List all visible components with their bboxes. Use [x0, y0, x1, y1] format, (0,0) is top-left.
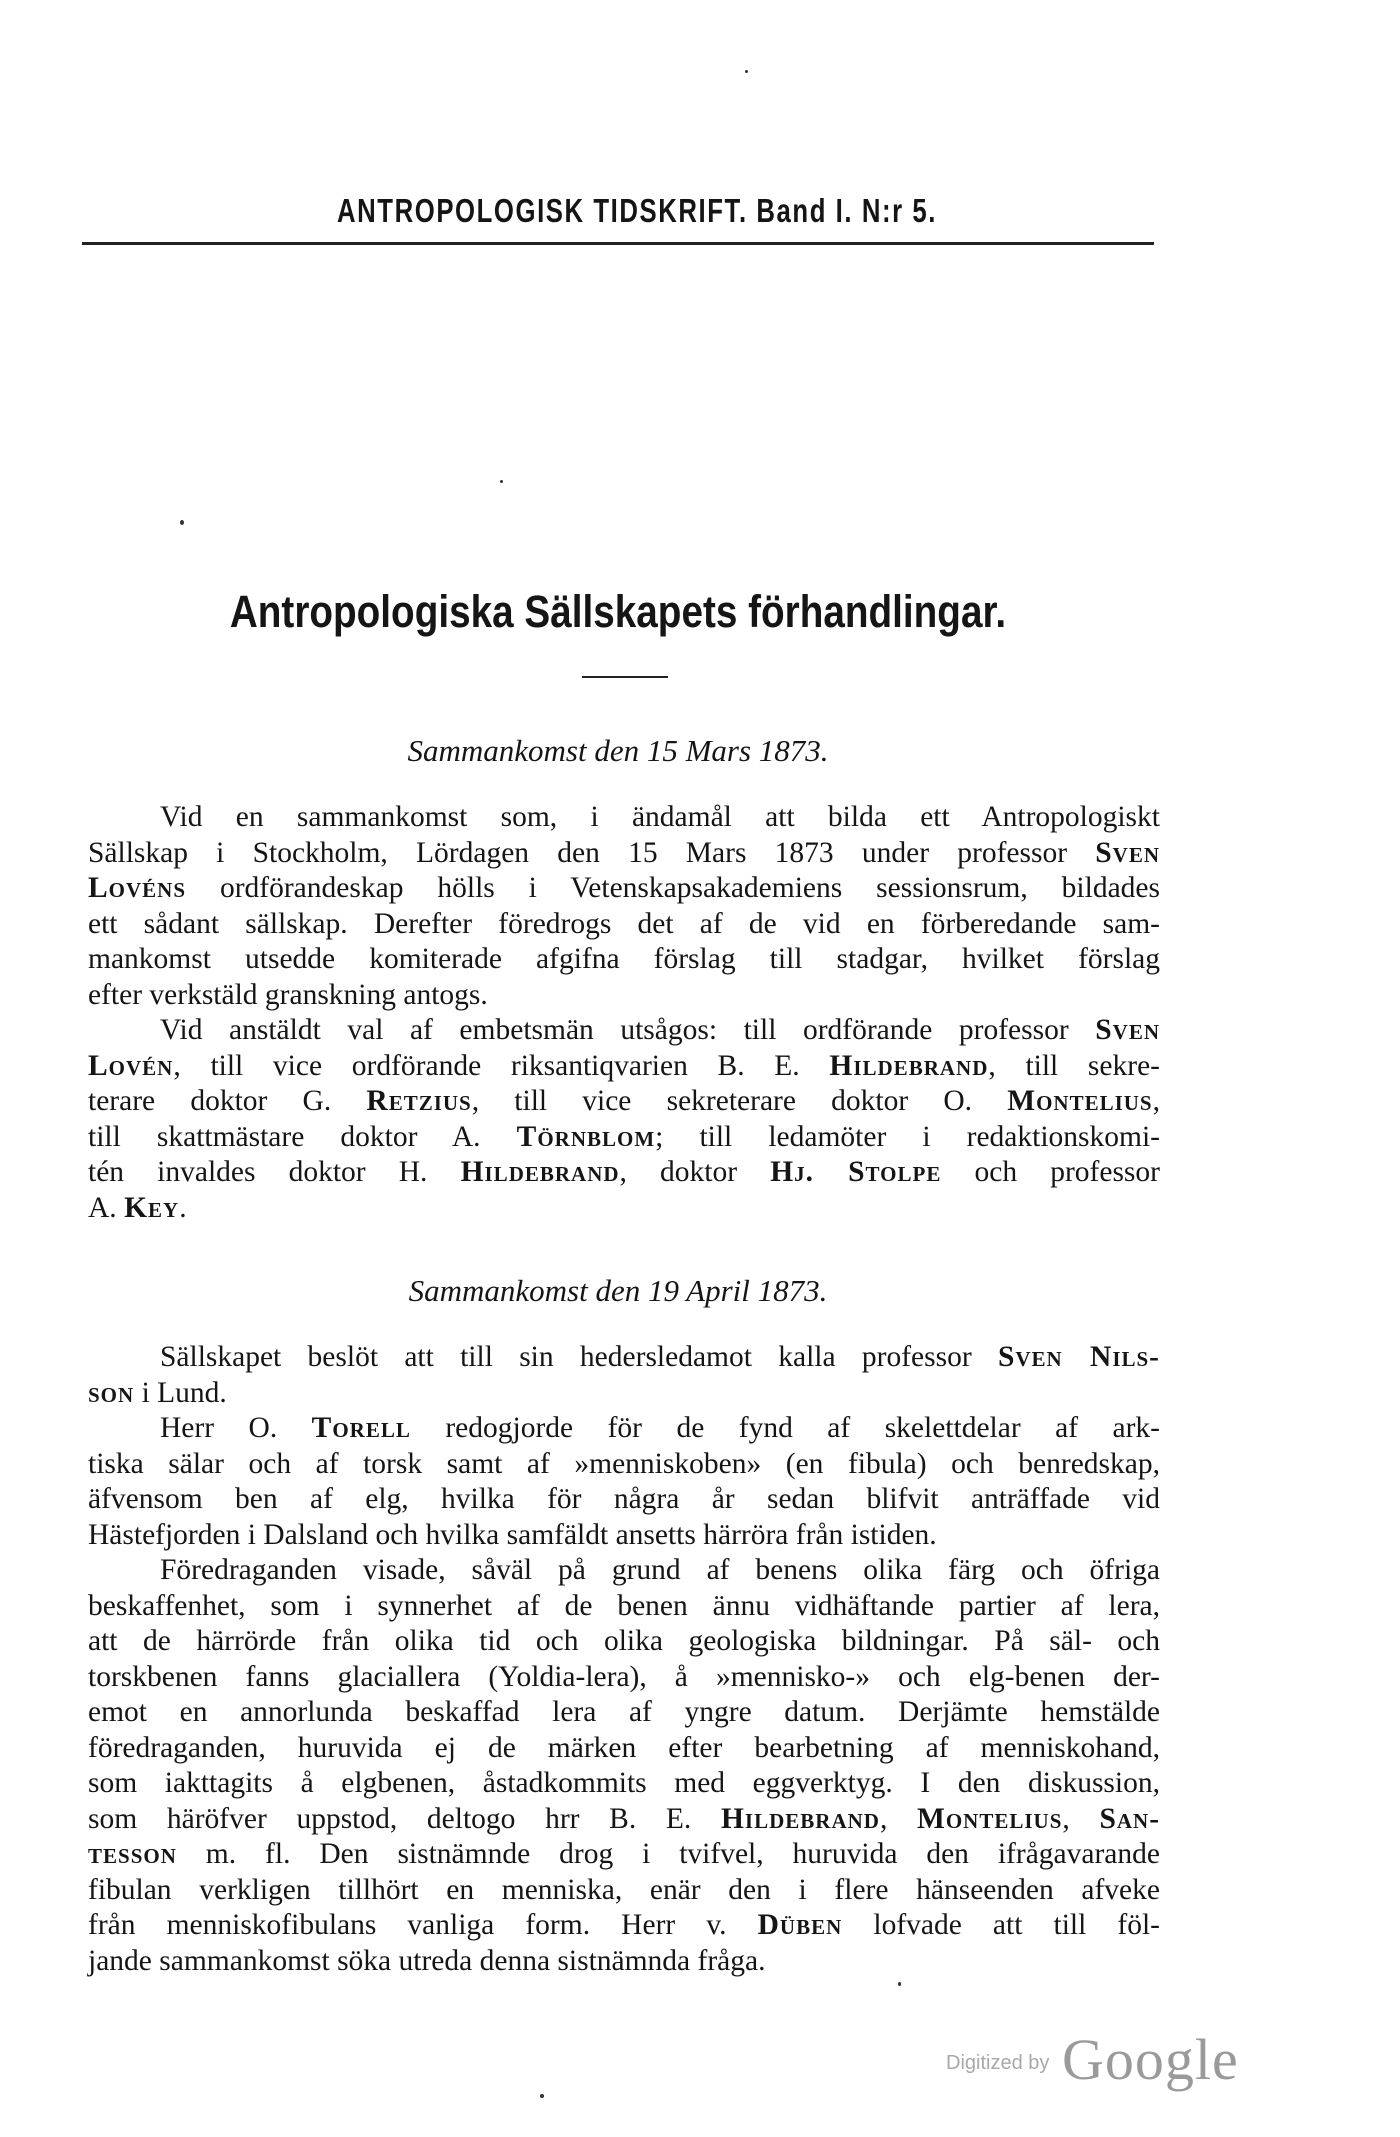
text-line	[88, 871, 1160, 907]
person-name: Sven	[1095, 1014, 1160, 1046]
text-line	[88, 1411, 1160, 1447]
text-segment: Herr O.	[160, 1412, 312, 1444]
text-line	[88, 1447, 1160, 1483]
person-name: Torell	[311, 1412, 411, 1444]
running-head: ANTROPOLOGISK TIDSKRIFT. Band I. N:r 5.	[337, 192, 937, 229]
text-segment: som iakttagits å elgbenen, åstadkommits med eggverktyg. I den diskussion,	[88, 1767, 1160, 1799]
text-segment: ,	[879, 1802, 917, 1835]
text-segment: ,	[1152, 1085, 1160, 1117]
text-line	[88, 1944, 1160, 1980]
text-segment: emot en annorlunda beskaffad lera af yngre datum. Derjämte hemstälde	[88, 1696, 1160, 1728]
print-speck	[540, 2094, 544, 2098]
person-name: Key	[124, 1191, 180, 1224]
person-name: Lovéns	[88, 872, 187, 904]
text-segment: tén invaldes doktor H.	[88, 1156, 461, 1188]
meeting-heading-2: Sammankomst den 19 April 1873.	[408, 1273, 828, 1308]
text-segment: att de härrörde från olika tid och olika geologiska bildningar. På säl- och	[88, 1625, 1160, 1657]
text-line	[88, 836, 1160, 872]
google-logo: Google	[1062, 2027, 1239, 2092]
text-line	[88, 1482, 1160, 1518]
text-line	[88, 1376, 1160, 1412]
meeting-heading-1: Sammankomst den 15 Mars 1873.	[407, 733, 829, 768]
person-name: Hj. Stolpe	[770, 1156, 942, 1188]
person-name: Hildebrand	[720, 1802, 880, 1835]
text-line	[88, 978, 1160, 1014]
text-line	[88, 800, 1160, 836]
person-name: Retzius	[366, 1085, 472, 1117]
page-title: Antropologiska Sällskapets förhandlingar.	[229, 586, 1007, 637]
print-speck	[500, 480, 503, 483]
text-line	[88, 1013, 1160, 1049]
person-name: Sven Nils-	[997, 1341, 1161, 1373]
person-name: tesson	[88, 1838, 177, 1870]
text-segment: i Lund.	[134, 1376, 227, 1409]
text-segment: Hästefjorden i Dalsland och hvilka samfäldt ansetts härröra från istiden.	[88, 1518, 937, 1551]
text-line	[88, 1660, 1160, 1696]
text-line	[88, 1624, 1160, 1660]
text-segment: torskbenen fanns glaciallera (Yoldia-lera), å »mennisko-» och elg-benen der-	[88, 1660, 1160, 1693]
text-segment: jande sammankomst söka utreda denna sistnämnda fråga.	[88, 1944, 766, 1977]
text-segment: Vid anstäldt val af embetsmän utsågos: till ordförande professor	[160, 1014, 1096, 1046]
text-segment: och professor	[941, 1156, 1160, 1188]
text-segment: m. fl. Den sistnämnde drog i tvifvel, huruvida den ifrågavarande	[176, 1838, 1160, 1870]
text-line	[88, 907, 1160, 943]
text-line	[88, 1340, 1160, 1376]
text-line	[88, 1553, 1160, 1589]
text-segment: till skattmästare doktor A.	[88, 1120, 517, 1153]
meeting-2-text	[88, 1340, 1160, 1979]
text-line	[88, 1518, 1160, 1554]
text-line	[88, 1837, 1160, 1873]
text-segment: beskaffenhet, som i synnerhet af de benen ännu vidhäftande partier af lera,	[88, 1589, 1160, 1622]
text-segment: Föredraganden visade, såväl på grund af benens olika färg och öfriga	[160, 1554, 1160, 1586]
text-segment: lofvade att till föl-	[842, 1909, 1160, 1941]
text-segment: Sällskap i Stockholm, Lördagen den 15 Mars 1873 under professor	[88, 836, 1096, 869]
text-segment: ,	[1062, 1802, 1100, 1835]
print-speck	[898, 1982, 901, 1986]
text-line	[88, 1766, 1160, 1802]
title-rule	[582, 676, 668, 678]
person-name: San-	[1099, 1802, 1161, 1835]
person-name: Lovén	[88, 1049, 174, 1082]
text-segment: mankomst utsedde komiterade afgifna förslag till stadgar, hvilket förslag	[88, 943, 1160, 975]
text-segment: .	[179, 1191, 187, 1224]
text-segment: från menniskofibulans vanliga form. Herr v.	[88, 1909, 758, 1941]
text-segment: som häröfver uppstod, deltogo hrr B. E.	[88, 1802, 721, 1835]
person-name: Sven	[1095, 836, 1160, 869]
header-rule	[82, 242, 1154, 245]
text-segment: redogjorde för de fynd af skelettdelar af ark-	[410, 1412, 1160, 1444]
text-line	[88, 1155, 1160, 1191]
text-segment: fibulan verkligen tillhört en menniska, enär den i flere hänseenden afveke	[88, 1873, 1160, 1906]
text-line	[88, 1191, 1160, 1227]
text-segment: ett sådant sällskap. Derefter föredrogs det af de vid en förberedande sam-	[88, 907, 1160, 940]
text-segment: Vid en sammankomst som, i ändamål att bilda ett Antropologiskt	[160, 801, 1160, 833]
text-line	[88, 1589, 1160, 1625]
text-line	[88, 1084, 1160, 1120]
meeting-1-text	[88, 800, 1160, 1226]
text-line	[88, 942, 1160, 978]
text-segment: ordförandeskap hölls i Vetenskapsakademiens sessionsrum, bildades	[186, 872, 1160, 904]
text-segment: , till sekre-	[988, 1049, 1160, 1082]
text-line	[88, 1802, 1160, 1838]
text-segment: ; till ledamöter i redaktionskomi-	[655, 1120, 1160, 1153]
text-segment: efter verkstäld granskning antogs.	[88, 978, 488, 1011]
text-segment: föredraganden, huruvida ej de märken efter bearbetning af menniskohand,	[88, 1731, 1160, 1764]
text-line	[88, 1873, 1160, 1909]
text-line	[88, 1049, 1160, 1085]
person-name: Montelius	[917, 1802, 1063, 1835]
print-speck	[180, 520, 184, 525]
text-segment: , doktor	[619, 1156, 771, 1188]
person-name: son	[88, 1376, 135, 1409]
text-line	[88, 1120, 1160, 1156]
digitized-by-label: Digitized by	[946, 2052, 1050, 2074]
text-segment: , till vice sekreterare doktor O.	[471, 1085, 1008, 1117]
text-line	[88, 1908, 1160, 1944]
person-name: Hildebrand	[829, 1049, 989, 1082]
text-segment: A.	[88, 1191, 125, 1224]
text-segment: , till vice ordförande riksantiqvarien B. E.	[173, 1049, 830, 1082]
print-speck	[745, 70, 748, 73]
text-segment: Sällskapet beslöt att till sin hedersledamot kalla professor	[160, 1341, 998, 1373]
text-line	[88, 1695, 1160, 1731]
person-name: Düben	[757, 1909, 843, 1941]
text-segment: terare doktor G.	[88, 1085, 367, 1117]
text-line	[88, 1731, 1160, 1767]
person-name: Törnblom	[516, 1120, 656, 1153]
person-name: Hildebrand	[460, 1156, 620, 1188]
person-name: Montelius	[1007, 1085, 1153, 1117]
text-segment: äfvensom ben af elg, hvilka för några år sedan blifvit anträffade vid	[88, 1483, 1160, 1515]
text-segment: tiska sälar och af torsk samt af »menniskoben» (en fibula) och benredskap,	[88, 1447, 1160, 1480]
